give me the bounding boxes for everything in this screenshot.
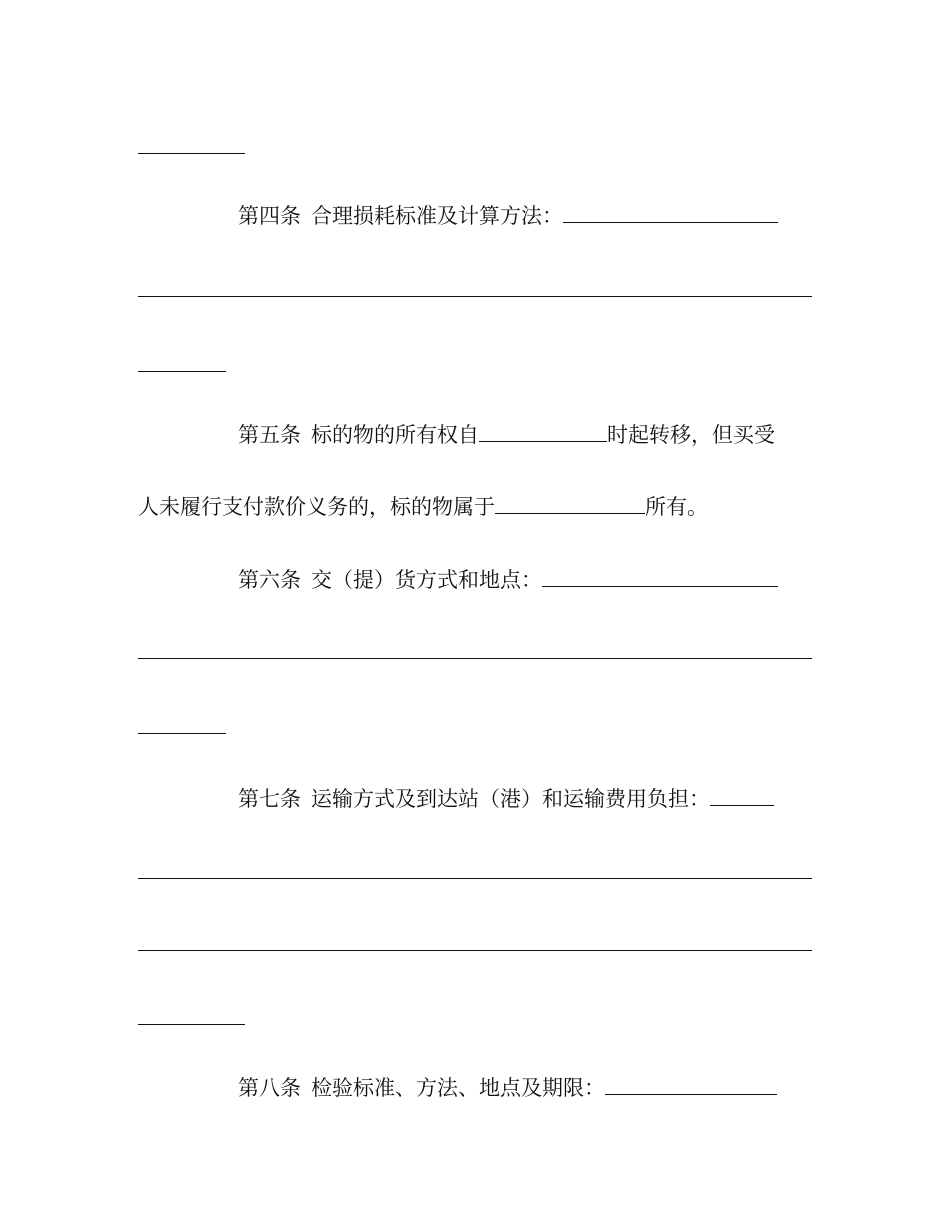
clause-number: 第七条 xyxy=(238,787,301,811)
clause-number: 第八条 xyxy=(238,1076,301,1100)
fill-blank xyxy=(563,204,778,223)
clause-text: 检验标准、方法、地点及期限： xyxy=(311,1076,605,1100)
clause-number: 第六条 xyxy=(238,568,301,592)
clause-5-continued xyxy=(138,494,708,520)
clause-number: 第四条 xyxy=(238,204,301,228)
fill-blank xyxy=(542,568,778,587)
clause-text: 时起转移，但买受 xyxy=(607,423,775,447)
fill-blank xyxy=(495,495,645,514)
blank-line xyxy=(138,733,226,734)
clause-text: 所有。 xyxy=(645,495,708,519)
clause-text: 合理损耗标准及计算方法： xyxy=(311,204,563,228)
clause-text: 交（提）货方式和地点： xyxy=(311,568,542,592)
blank-line xyxy=(138,371,226,372)
blank-line xyxy=(138,153,245,154)
blank-line xyxy=(138,658,812,659)
clause-5 xyxy=(238,422,775,448)
clause-6 xyxy=(238,567,778,593)
blank-line xyxy=(138,1024,245,1025)
clause-text: 标的物的所有权自 xyxy=(311,423,479,447)
blank-line xyxy=(138,296,812,297)
fill-blank xyxy=(479,423,607,442)
clause-7 xyxy=(238,786,774,812)
clause-number: 第五条 xyxy=(238,423,301,447)
fill-blank xyxy=(605,1076,777,1095)
clause-8 xyxy=(238,1075,777,1101)
blank-line xyxy=(138,950,812,951)
clause-text: 运输方式及到达站（港）和运输费用负担： xyxy=(311,787,710,811)
clause-text: 人未履行支付款价义务的，标的物属于 xyxy=(138,495,495,519)
clause-4 xyxy=(238,203,778,229)
fill-blank xyxy=(710,787,774,806)
blank-line xyxy=(138,878,812,879)
